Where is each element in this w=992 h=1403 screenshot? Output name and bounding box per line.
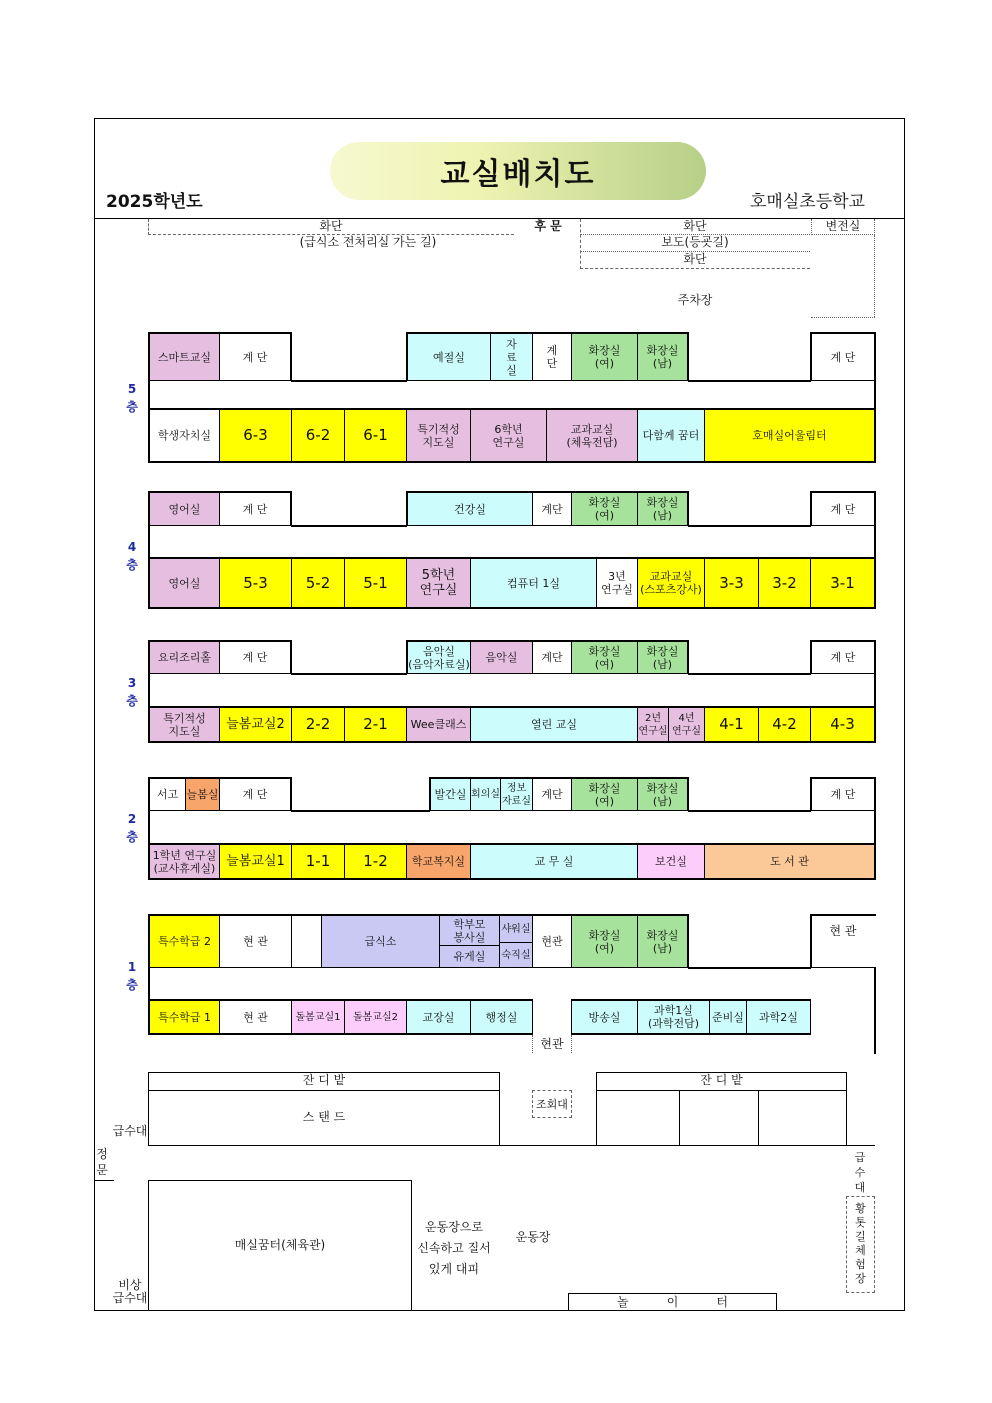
room-grade1-office: 1학년 연구실 (교사휴게실) xyxy=(148,843,220,880)
school-year: 2025학년도 xyxy=(106,192,203,212)
entrance: 현관 xyxy=(540,1037,564,1051)
restroom-women: 화장실 (여) xyxy=(571,777,638,811)
stairs: 계 단 xyxy=(810,777,876,811)
room-teachers-office: 교 무 실 xyxy=(470,843,638,880)
room-prep: 준비실 xyxy=(709,999,747,1035)
floor-2-label: 2 층 xyxy=(126,812,138,844)
classroom-5-3: 5-3 xyxy=(219,557,292,609)
classroom-4-3: 4-3 xyxy=(810,706,876,743)
room-care-2: 돌봄교실2 xyxy=(344,999,407,1035)
divider xyxy=(758,1090,759,1146)
restroom-women: 화장실 (여) xyxy=(571,914,638,968)
stairs: 계단 xyxy=(532,491,572,526)
classroom-1-1: 1-1 xyxy=(291,843,345,880)
room-parent-volunteer: 학부모 봉사실 xyxy=(439,914,500,946)
floor-1-label: 1 층 xyxy=(126,960,138,992)
room-homaesil-hall: 호매실어울림터 xyxy=(704,408,876,463)
room-night-duty: 숙직실 xyxy=(499,942,533,968)
corridor-edge xyxy=(688,810,811,812)
stand: 스 탠 드 xyxy=(302,1110,346,1124)
room-grade3-office: 3년 연구실 xyxy=(596,557,638,609)
room-admin: 행정실 xyxy=(470,999,533,1035)
water-fountain-left: 급수대 xyxy=(112,1124,148,1138)
flowerbed-right2: 화단 xyxy=(683,252,707,266)
corridor-edge xyxy=(688,525,811,527)
parking: 주차장 xyxy=(677,293,713,307)
room-smart-classroom: 스마트교실 xyxy=(148,332,220,381)
restroom-men: 화장실 (남) xyxy=(637,914,689,968)
stairs: 계 단 xyxy=(810,640,876,674)
room-student-council: 학생자치실 xyxy=(148,408,220,463)
corridor-edge xyxy=(688,673,811,675)
room-special-aptitude: 특기적성 지도실 xyxy=(406,408,471,463)
emergency-water: 비상 급수대 xyxy=(112,1278,148,1305)
lawn-right: 잔 디 밭 xyxy=(700,1073,743,1087)
flowerbed-right: 화단 xyxy=(683,219,707,233)
room-open-classroom: 열린 교실 xyxy=(470,706,638,743)
classroom-4-2: 4-2 xyxy=(758,706,811,743)
divider xyxy=(94,1180,114,1181)
podium: 조회대 xyxy=(532,1090,572,1118)
play-area: 놀 이 터 xyxy=(616,1295,729,1309)
room-neulbom-2: 늘봄교실2 xyxy=(219,706,292,743)
room-publishing: 발간실 xyxy=(429,777,471,811)
playground: 운동장 xyxy=(515,1230,551,1244)
floor-4-label: 4 층 xyxy=(126,540,138,572)
room-archive: 서고 xyxy=(148,777,186,811)
school-name: 호매실초등학교 xyxy=(750,192,865,212)
stairs: 계 단 xyxy=(219,640,292,674)
stairs: 계 단 xyxy=(219,491,292,526)
stairs: 계 단 xyxy=(810,332,876,381)
divider xyxy=(148,1145,875,1146)
restroom-women: 화장실 (여) xyxy=(571,491,638,526)
room-grade6-office: 6학년 연구실 xyxy=(470,408,547,463)
stairs: 계단 xyxy=(532,777,572,811)
classroom-1-2: 1-2 xyxy=(344,843,407,880)
lawn-left: 잔 디 밭 xyxy=(302,1073,346,1087)
transformer: 변전실 xyxy=(825,219,861,233)
divider xyxy=(596,1090,847,1091)
floor-5-label: 5 층 xyxy=(126,382,138,414)
corridor-edge xyxy=(291,673,407,675)
sidewalk: 보도(등굣길) xyxy=(661,235,729,249)
room-together-dream: 다함께 꿈터 xyxy=(637,408,705,463)
restroom-men: 화장실 (남) xyxy=(637,332,689,381)
floor-3-label: 3 층 xyxy=(126,676,138,708)
classroom-6-3: 6-3 xyxy=(219,408,292,463)
room-care-1: 돌봄교실1 xyxy=(291,999,345,1035)
room-computer-1: 컴퓨터 1실 xyxy=(470,557,597,609)
classroom-6-1: 6-1 xyxy=(344,408,407,463)
room-cafeteria: 급식소 xyxy=(321,914,440,968)
gym: 매실꿈터(체육관) xyxy=(234,1238,326,1252)
stairs: 계단 xyxy=(532,640,572,674)
room-nurse: 보건실 xyxy=(637,843,705,880)
room-science-2: 과학2실 xyxy=(746,999,811,1035)
room-neulbom-1: 늘봄교실1 xyxy=(219,843,292,880)
room-special-class-1: 특수학급 1 xyxy=(148,999,220,1035)
room-grade2-office: 2년 연구실 xyxy=(637,706,669,743)
divider xyxy=(148,1090,500,1091)
classroom-3-3: 3-3 xyxy=(704,557,759,609)
room-library: 도 서 관 xyxy=(704,843,876,880)
room-music: 음악실 xyxy=(470,640,533,674)
room-grade4-office: 4년 연구실 xyxy=(668,706,705,743)
room-special-class-2: 특수학급 2 xyxy=(148,914,220,968)
entrance: 현 관 xyxy=(219,914,292,968)
back-gate: 후 문 xyxy=(534,219,562,233)
room-shower: 샤워실 xyxy=(499,914,533,943)
room-meeting: 회의실 xyxy=(470,777,501,811)
room-wee-class: Wee클래스 xyxy=(406,706,471,743)
corridor-edge xyxy=(688,380,811,382)
room-health: 건강실 xyxy=(406,491,533,526)
stairs: 계 단 xyxy=(810,491,876,526)
classroom-4-1: 4-1 xyxy=(704,706,759,743)
flowerbed-left: 화단 xyxy=(319,219,343,233)
divider xyxy=(874,235,875,317)
room-english-2: 영어실 xyxy=(148,557,220,609)
stairs: 계 단 xyxy=(219,332,292,381)
room-english: 영어실 xyxy=(148,491,220,526)
room-materials xyxy=(490,332,533,381)
entrance-box xyxy=(810,914,876,968)
divider xyxy=(679,1090,680,1146)
room-etiquette: 예절실 xyxy=(406,332,491,381)
restroom-women: 화장실 (여) xyxy=(571,640,638,674)
room-welfare: 학교복지실 xyxy=(406,843,471,880)
room-subject-pe: 교과교실 (체육전담) xyxy=(546,408,638,463)
corridor-edge xyxy=(688,967,811,969)
classroom-2-1: 2-1 xyxy=(344,706,407,743)
restroom-women: 화장실 (여) xyxy=(571,332,638,381)
entrance: 현 관 xyxy=(829,924,857,938)
room-lounge: 유게실 xyxy=(439,945,500,968)
corridor-edge xyxy=(291,525,407,527)
stairs-label: 계단 xyxy=(546,344,558,370)
classroom-3-2: 3-2 xyxy=(758,557,811,609)
classroom-5-1: 5-1 xyxy=(344,557,407,609)
classroom-2-2: 2-2 xyxy=(291,706,345,743)
room-music-materials: 음악실 (음악자료실) xyxy=(406,640,471,674)
entrance: 현관 xyxy=(532,914,572,968)
room-science-1: 과학1실 (과학전담) xyxy=(637,999,710,1035)
blank-cell xyxy=(291,914,322,968)
room-grade5-office: 5학년 연구실 xyxy=(406,557,471,609)
restroom-men: 화장실 (남) xyxy=(637,491,689,526)
room-principal: 교장실 xyxy=(406,999,471,1035)
evacuation-note: 운동장으로 신속하고 질서 있게 대피 xyxy=(417,1220,491,1276)
room-cooking-hall: 요리조리홀 xyxy=(148,640,220,674)
stairs: 계 단 xyxy=(219,777,292,811)
hwangtoe-path: 황 톳 길 체 험 장 xyxy=(855,1202,866,1285)
restroom-men: 화장실 (남) xyxy=(637,777,689,811)
corridor-edge xyxy=(291,810,430,812)
path-note: (급식소 전처리실 가는 길) xyxy=(299,235,437,249)
room-materials-label: 자료실 xyxy=(506,337,517,377)
classroom-5-2: 5-2 xyxy=(291,557,345,609)
room-subject-sports: 교과교실 (스포츠강사) xyxy=(637,557,705,609)
water-fountain-right: 급 수 대 xyxy=(854,1151,866,1194)
entrance: 현 관 xyxy=(219,999,292,1035)
stairs xyxy=(532,332,572,381)
corridor-edge xyxy=(291,380,407,382)
page-title: 교실배치도 xyxy=(330,142,706,200)
main-gate: 정 문 xyxy=(96,1147,108,1177)
room-info-materials: 정보 자료실 xyxy=(500,777,533,811)
room-special-aptitude-3f: 특기적성 지도실 xyxy=(148,706,220,743)
classroom-6-2: 6-2 xyxy=(291,408,345,463)
divider xyxy=(811,317,875,318)
classroom-3-1: 3-1 xyxy=(810,557,876,609)
room-neulbom: 늘봄실 xyxy=(185,777,220,811)
restroom-men: 화장실 (남) xyxy=(637,640,689,674)
room-broadcast: 방송실 xyxy=(571,999,638,1035)
